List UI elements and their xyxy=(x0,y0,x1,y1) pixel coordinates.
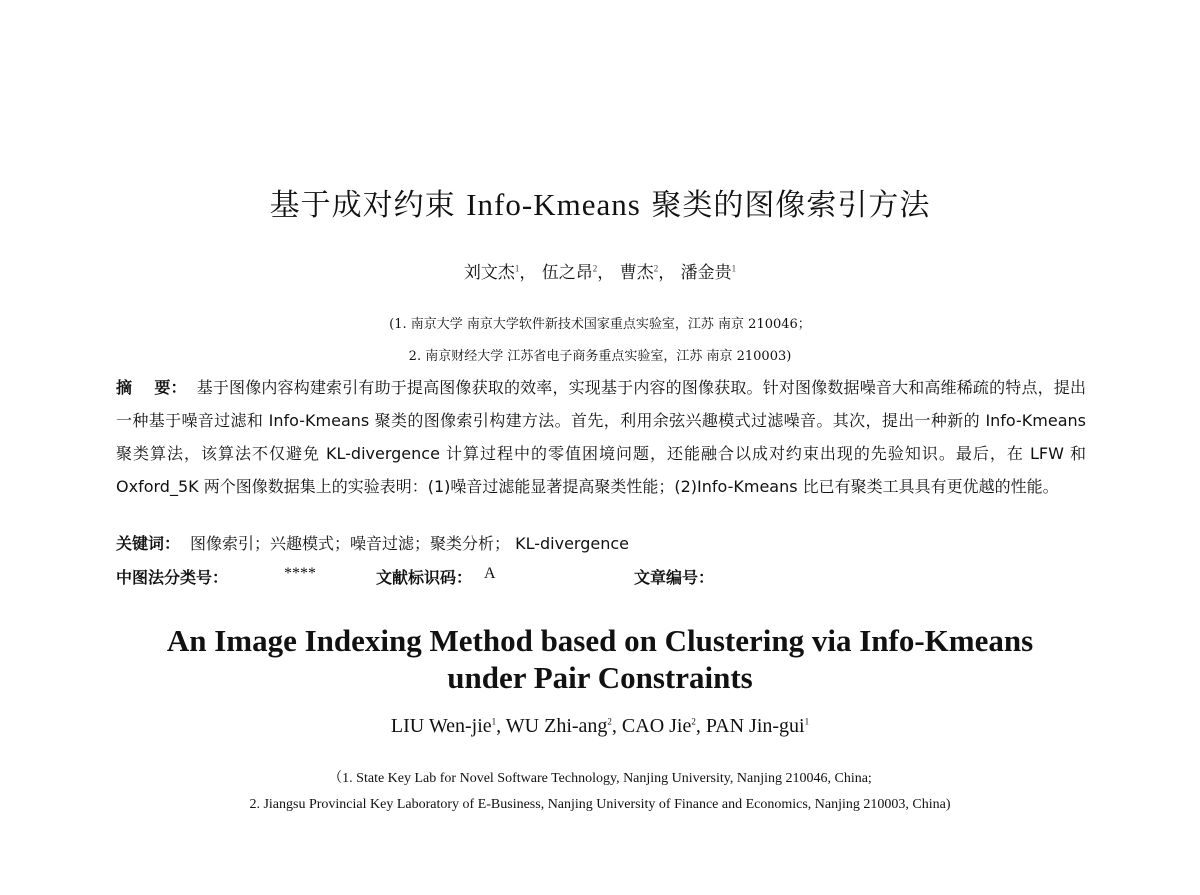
english-authors: LIU Wen-jie$^1$, WU Zhi-ang$^2$, CAO Jie$^2$, PAN Jin-gui$^1$ xyxy=(390,715,810,737)
chinese-authors: 刘文杰$^1$， 伍之昂$^2$， 曹杰$^2$， 潘金贵$^1$ xyxy=(463,263,737,283)
clc-value: **** xyxy=(284,565,316,582)
doc-code-label: 文献标识码： xyxy=(376,568,473,587)
chinese-author: 曹杰$^2$ xyxy=(619,263,659,283)
english-author: CAO Jie$^2$ xyxy=(621,715,696,737)
keywords xyxy=(116,531,629,554)
chinese-title-part3: 聚类的图像索引方法 xyxy=(640,188,931,223)
abstract-label: 摘 要： xyxy=(116,378,187,397)
chinese-affiliation-1: (1. 南京大学 南京大学软件新技术国家重点实验室，江苏 南京 210046； xyxy=(389,317,811,332)
english-title-line2: under Pair Constraints xyxy=(447,660,753,695)
english-title-line1: An Image Indexing Method based on Clustering via Info-Kmeans xyxy=(166,623,1034,658)
chinese-title-part2: Info-Kmeans xyxy=(466,187,641,222)
english-author: LIU Wen-jie$^1$ xyxy=(390,715,497,737)
abstract-text: 基于图像内容构建索引有助于提高图像获取的效率，实现基于内容的图像获取。针对图像数据噪音大和高维稀疏的特点，提出一种基于噪音过滤和 Info-Kmeans 聚类的图像索引构建方法。首先，利用余弦兴趣模式过滤噪音。其次，提出一种新的 Info-Kmeans 聚类算法，该算法不仅避免 KL-divergence 计算过程中的零值困境问题，还能融合以成对约束出现的先验知识。最后，在 LFW 和 Oxford_5K 两个图像数据集上的实验表明：(1)噪音过滤能显著提高聚类性能；(2)Info-Kmeans 比已有聚类工具具有更优越的性能。 xyxy=(116,378,1086,496)
keywords-label: 关键词： xyxy=(116,534,181,553)
keywords-text: 图像索引；兴趣模式；噪音过滤；聚类分析； KL-divergence xyxy=(190,534,629,553)
english-author: WU Zhi-ang$^2$ xyxy=(505,715,612,737)
chinese-author: 伍之昂$^2$ xyxy=(541,263,598,283)
doc-code-value: A xyxy=(484,565,496,582)
chinese-title xyxy=(0,180,1200,224)
chinese-author: 潘金贵$^1$ xyxy=(680,263,737,283)
chinese-author: 刘文杰$^1$ xyxy=(463,263,520,283)
english-author: PAN Jin-gui$^1$ xyxy=(705,715,810,737)
english-affiliation-1: （1. State Key Lab for Novel Software Technology, Nanjing University, Nanjing 210046, China; xyxy=(328,771,872,786)
english-title xyxy=(0,622,1200,696)
article-number-label: 文章编号： xyxy=(634,568,715,587)
clc-label: 中图法分类号： xyxy=(116,568,229,587)
chinese-title-part1: 基于成对约束 xyxy=(269,188,467,223)
english-affiliation-2: 2. Jiangsu Provincial Key Laboratory of E-Business, Nanjing University of Finance and Economics, Nanjing 210003, China) xyxy=(249,797,951,812)
chinese-affiliation-2: 2. 南京财经大学 江苏省电子商务重点实验室，江苏 南京 210003) xyxy=(408,349,792,364)
chinese-abstract xyxy=(116,371,1086,503)
